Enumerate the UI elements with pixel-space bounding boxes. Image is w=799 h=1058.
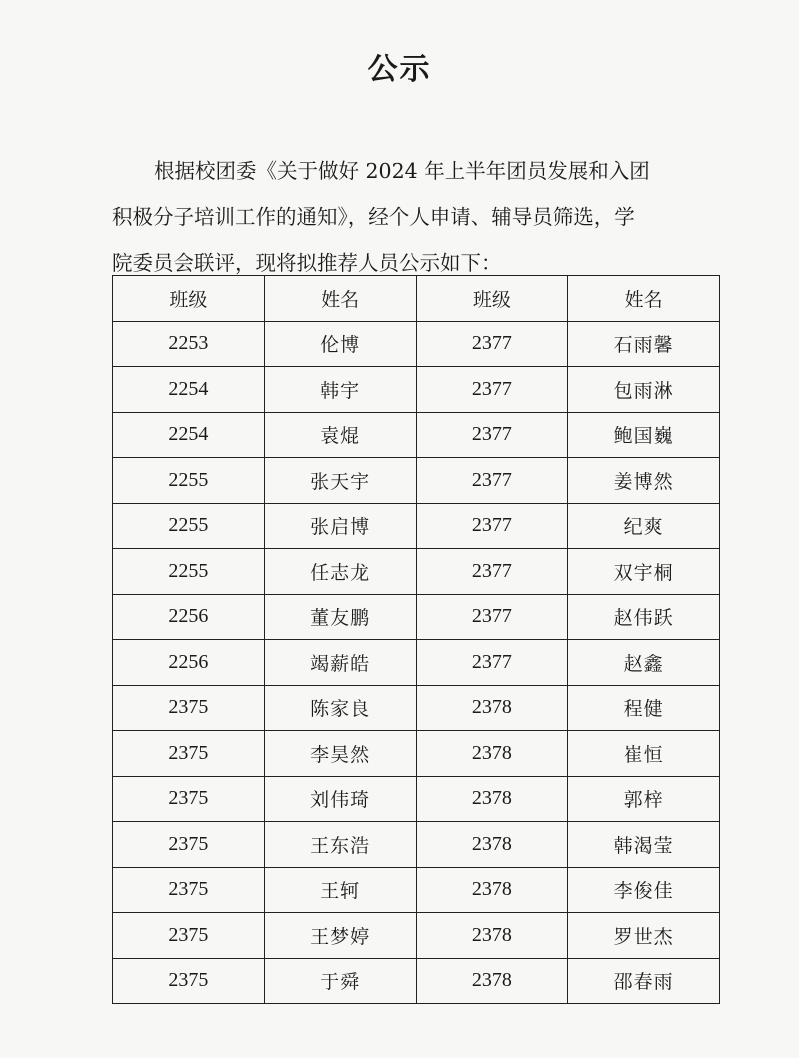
name-cell: 陈家良 — [264, 685, 416, 731]
class-cell: 2377 — [416, 458, 568, 504]
class-cell: 2375 — [113, 776, 265, 822]
header-class-1: 班级 — [113, 276, 265, 322]
class-cell: 2255 — [113, 458, 265, 504]
table-row — [113, 321, 720, 367]
name-cell: 包雨淋 — [568, 367, 720, 413]
class-cell: 2377 — [416, 549, 568, 595]
table-row — [113, 867, 720, 913]
name-cell: 竭薪皓 — [264, 640, 416, 686]
name-cell: 董友鹏 — [264, 594, 416, 640]
name-cell: 王东浩 — [264, 822, 416, 868]
intro-paragraph — [112, 148, 720, 286]
class-cell: 2255 — [113, 503, 265, 549]
class-cell: 2254 — [113, 367, 265, 413]
name-cell: 于舜 — [264, 958, 416, 1004]
intro-line: 院委员会联评，现将拟推荐人员公示如下： — [112, 251, 502, 275]
name-cell: 双宇桐 — [568, 549, 720, 595]
name-cell: 任志龙 — [264, 549, 416, 595]
class-cell: 2254 — [113, 412, 265, 458]
table-row — [113, 958, 720, 1004]
intro-line: 根据校团委《关于做好 2024 年上半年团员发展和入团 — [154, 159, 650, 183]
intro-line: 积极分子培训工作的通知》，经个人申请、辅导员筛选，学 — [112, 205, 635, 229]
table-row — [113, 549, 720, 595]
name-cell: 邵春雨 — [568, 958, 720, 1004]
name-cell: 崔恒 — [568, 731, 720, 777]
name-cell: 韩宇 — [264, 367, 416, 413]
class-cell: 2378 — [416, 822, 568, 868]
table-row — [113, 640, 720, 686]
page-title: 公示 — [367, 52, 432, 87]
class-cell: 2378 — [416, 731, 568, 777]
table-row — [113, 412, 720, 458]
class-cell: 2377 — [416, 367, 568, 413]
class-cell: 2378 — [416, 958, 568, 1004]
name-cell: 韩渴莹 — [568, 822, 720, 868]
table-row — [113, 503, 720, 549]
name-cell: 纪爽 — [568, 503, 720, 549]
table-row — [113, 822, 720, 868]
name-cell: 张启博 — [264, 503, 416, 549]
header-name-2: 姓名 — [568, 276, 720, 322]
name-cell: 李俊佳 — [568, 867, 720, 913]
class-cell: 2375 — [113, 867, 265, 913]
table-row — [113, 685, 720, 731]
table-row — [113, 776, 720, 822]
table-row — [113, 731, 720, 777]
table-row — [113, 458, 720, 504]
table-header-row — [113, 276, 720, 322]
name-cell: 赵伟跃 — [568, 594, 720, 640]
name-cell: 袁焜 — [264, 412, 416, 458]
class-cell: 2375 — [113, 822, 265, 868]
class-cell: 2255 — [113, 549, 265, 595]
table-row — [113, 594, 720, 640]
class-cell: 2256 — [113, 640, 265, 686]
class-cell: 2378 — [416, 867, 568, 913]
header-class-2: 班级 — [416, 276, 568, 322]
name-cell: 鲍国巍 — [568, 412, 720, 458]
class-cell: 2377 — [416, 640, 568, 686]
name-cell: 王轲 — [264, 867, 416, 913]
class-cell: 2375 — [113, 958, 265, 1004]
name-cell: 罗世杰 — [568, 913, 720, 959]
class-cell: 2253 — [113, 321, 265, 367]
name-cell: 郭梓 — [568, 776, 720, 822]
class-cell: 2377 — [416, 503, 568, 549]
class-cell: 2375 — [113, 731, 265, 777]
name-cell: 张天宇 — [264, 458, 416, 504]
name-cell: 刘伟琦 — [264, 776, 416, 822]
name-cell: 姜博然 — [568, 458, 720, 504]
recommended-members-table — [112, 275, 720, 1004]
name-cell: 石雨馨 — [568, 321, 720, 367]
class-cell: 2375 — [113, 685, 265, 731]
table-row — [113, 367, 720, 413]
table-body — [113, 321, 720, 1004]
class-cell: 2378 — [416, 685, 568, 731]
name-cell: 李昊然 — [264, 731, 416, 777]
name-cell: 伦博 — [264, 321, 416, 367]
class-cell: 2375 — [113, 913, 265, 959]
class-cell: 2256 — [113, 594, 265, 640]
class-cell: 2377 — [416, 594, 568, 640]
class-cell: 2377 — [416, 412, 568, 458]
class-cell: 2378 — [416, 913, 568, 959]
class-cell: 2377 — [416, 321, 568, 367]
name-cell: 程健 — [568, 685, 720, 731]
table-row — [113, 913, 720, 959]
name-cell: 王梦婷 — [264, 913, 416, 959]
header-name-1: 姓名 — [264, 276, 416, 322]
name-cell: 赵鑫 — [568, 640, 720, 686]
class-cell: 2378 — [416, 776, 568, 822]
